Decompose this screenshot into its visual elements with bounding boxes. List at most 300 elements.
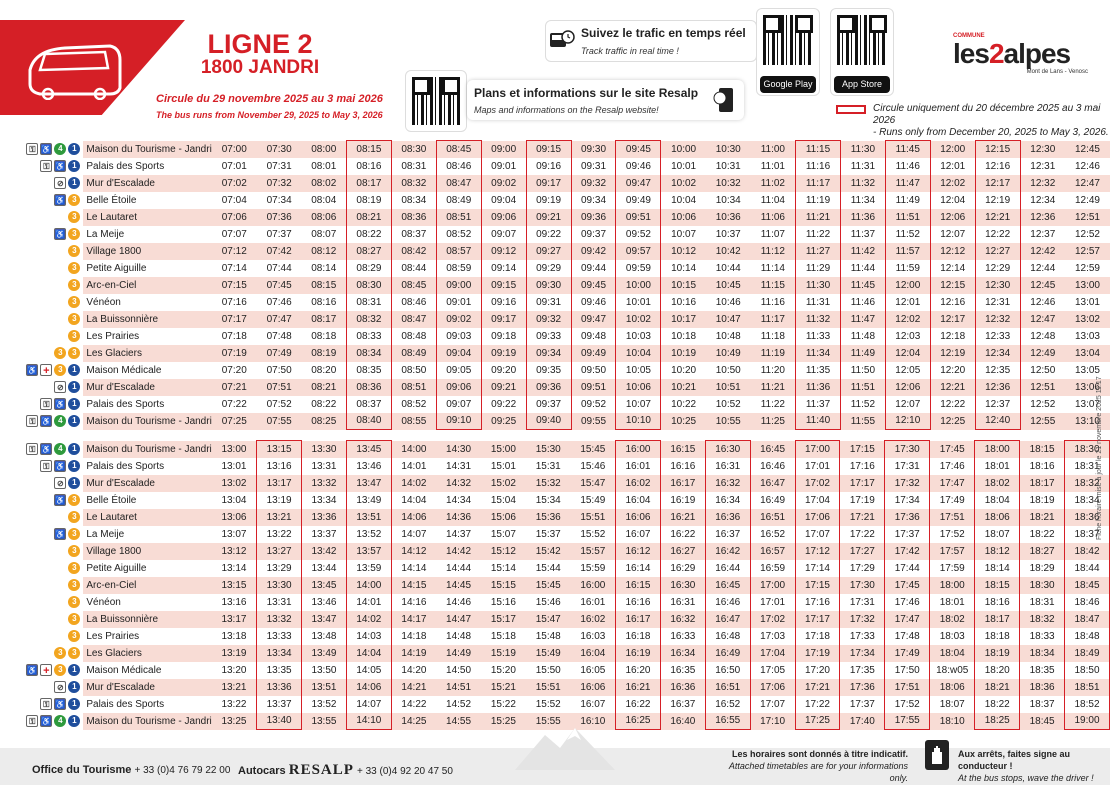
departure-time: 09:36	[526, 379, 571, 396]
departure-time: 07:21	[212, 379, 257, 396]
departure-time: 13:34	[311, 494, 337, 506]
departure-time: 13:16	[257, 458, 302, 475]
departure-time: 16:36	[705, 509, 750, 526]
departure-time: 09:16	[526, 158, 571, 175]
departure-time: 12:52	[1030, 398, 1056, 410]
departure-time: 11:02	[751, 175, 796, 192]
stop-icons	[7, 175, 83, 192]
departure-time: 12:45	[1020, 277, 1065, 294]
departure-time: 18:33	[1029, 630, 1055, 642]
departure-time: 15:19	[481, 645, 526, 662]
departure-time: 14:12	[391, 543, 436, 560]
departure-time: 08:19	[346, 192, 391, 209]
accessible-icon: ♿	[41, 445, 52, 454]
departure-time: 17:32	[885, 475, 930, 492]
departure-time: 18:36	[1020, 679, 1065, 696]
departure-time: 07:06	[212, 209, 257, 226]
departure-time: 18:20	[975, 662, 1020, 679]
departure-time: 12:03	[885, 328, 930, 345]
stop-row	[7, 277, 1110, 294]
departure-time: 15:47	[571, 475, 616, 492]
stop-icons	[7, 294, 83, 311]
stop-icons	[7, 209, 83, 226]
departure-time: 17:07	[795, 526, 840, 543]
shelter-icon: ⚿	[26, 415, 38, 427]
departure-time: 08:04	[311, 194, 337, 206]
autocars-resalp	[238, 762, 453, 779]
departure-time: 11:44	[850, 262, 876, 274]
departure-time: 09:36	[571, 209, 616, 226]
departure-time: 11:51	[840, 379, 885, 396]
accessible-icon: ♿	[41, 417, 52, 426]
departure-time: 13:14	[221, 562, 247, 574]
departure-time: 07:00	[212, 141, 257, 158]
stop-row	[7, 175, 1110, 192]
departure-time: 13:06	[1065, 379, 1110, 396]
stop-row	[7, 509, 1110, 526]
departure-time: 18:18	[975, 628, 1020, 645]
departure-time: 13:21	[212, 679, 257, 696]
departure-time: 17:52	[939, 528, 965, 540]
departure-time: 16:30	[705, 441, 750, 458]
departure-time: 16:17	[660, 475, 705, 492]
departure-time: 07:18	[221, 330, 247, 342]
departure-time: 15:59	[580, 562, 606, 574]
departure-time: 09:49	[616, 192, 661, 209]
departure-time: 08:01	[311, 160, 337, 172]
departure-time: 07:22	[221, 398, 247, 410]
stop-row	[7, 594, 1110, 611]
line-3-icon: 3	[68, 245, 80, 257]
departure-time: 15:07	[490, 528, 516, 540]
stop-icons	[7, 543, 83, 560]
departure-time: 11:51	[885, 209, 930, 226]
departure-time: 13:51	[346, 509, 391, 526]
stop-row	[7, 294, 1110, 311]
departure-time: 16:35	[670, 664, 696, 676]
departure-time: 18:06	[930, 679, 975, 696]
departure-time: 15:06	[481, 509, 526, 526]
stop-icons	[7, 192, 83, 209]
departure-time: 18:w05	[936, 664, 969, 676]
departure-time: 18:07	[939, 698, 965, 710]
departure-time: 13:19	[212, 645, 257, 662]
stop-name: La Meije	[86, 228, 125, 240]
departure-time: 09:51	[616, 209, 661, 226]
departure-time: 13:32	[302, 475, 347, 492]
departure-time: 11:15	[751, 277, 796, 294]
departure-time: 17:59	[939, 562, 965, 574]
stop-icons	[7, 560, 83, 577]
departure-time: 07:19	[212, 345, 257, 362]
departure-time: 17:07	[760, 698, 786, 710]
departure-time: 17:42	[885, 543, 930, 560]
departure-time: 15:57	[571, 543, 616, 560]
departure-time: 15:45	[571, 441, 616, 458]
departure-time: 07:52	[266, 398, 292, 410]
departure-time: 16:32	[705, 475, 750, 492]
app-store-badge[interactable]: App Store	[834, 76, 890, 93]
departure-time: 17:45	[885, 577, 930, 594]
departure-time: 17:22	[849, 528, 875, 540]
departure-time: 17:55	[885, 713, 930, 730]
departure-time: 18:27	[1020, 543, 1065, 560]
departure-time: 09:55	[571, 413, 616, 430]
departure-time: 09:30	[571, 141, 616, 158]
line-3-icon: 3	[68, 562, 80, 574]
departure-time: 08:31	[346, 294, 391, 311]
validity-dates	[156, 93, 383, 120]
departure-time: 18:02	[930, 611, 975, 628]
departure-time: 18:52	[1065, 696, 1110, 713]
logo-les: les	[953, 38, 989, 69]
departure-time: 09:20	[491, 364, 517, 376]
departure-time: 14:31	[446, 460, 472, 472]
line-4-icon: 4	[54, 143, 66, 155]
legend	[836, 103, 1110, 139]
departure-time: 07:42	[257, 243, 302, 260]
stop-icons	[7, 628, 83, 645]
departure-time: 17:16	[849, 460, 875, 472]
departure-time: 14:14	[401, 562, 427, 574]
google-play-badge[interactable]: Google Play	[760, 76, 816, 93]
logo-two: 2	[988, 38, 1004, 69]
departure-time: 11:52	[850, 398, 876, 410]
disclaimer-en: Attached timetables are for your informations only.	[728, 761, 908, 783]
departure-time: 18:22	[975, 696, 1020, 713]
departure-time: 16:27	[660, 543, 705, 560]
departure-time: 10:30	[706, 141, 751, 158]
stop-icons	[7, 379, 83, 396]
departure-time: 11:20	[760, 364, 785, 376]
departure-time: 11:06	[751, 209, 796, 226]
departure-time: 12:10	[885, 413, 930, 430]
departure-time: 16:16	[670, 460, 696, 472]
departure-time: 09:01	[436, 294, 481, 311]
departure-time: 15:14	[490, 562, 516, 574]
departure-time: 16:34	[660, 645, 705, 662]
departure-time: 08:51	[436, 209, 481, 226]
departure-time: 15:50	[535, 664, 561, 676]
stop-icons	[7, 345, 83, 362]
departure-time: 07:44	[266, 262, 292, 274]
departure-time: 13:47	[302, 611, 347, 628]
departure-time: 11:35	[796, 362, 841, 379]
accessible-icon: ♿	[55, 530, 66, 539]
departure-time: 16:22	[616, 696, 661, 713]
departure-time: 11:37	[850, 228, 876, 240]
departure-time: 13:02	[1065, 311, 1110, 328]
departure-time: 12:51	[1020, 379, 1065, 396]
departure-time: 14:06	[346, 679, 391, 696]
departure-time: 18:29	[1029, 562, 1055, 574]
departure-time: 17:06	[795, 509, 840, 526]
qr-resalp[interactable]	[405, 70, 467, 132]
departure-time: 17:16	[795, 594, 840, 611]
departure-time: 11:04	[760, 194, 785, 206]
departure-time: 08:29	[346, 260, 391, 277]
departure-time: 11:47	[885, 175, 930, 192]
resalp-phone: + 33 (0)4 92 20 47 50	[357, 766, 453, 777]
departure-time: 09:10	[436, 413, 481, 430]
departure-time: 09:52	[616, 226, 661, 243]
departure-time: 17:27	[840, 543, 885, 560]
departure-time: 13:15	[212, 577, 257, 594]
departure-time: 08:17	[302, 311, 347, 328]
departure-time: 09:31	[526, 294, 571, 311]
departure-time: 15:51	[571, 509, 616, 526]
departure-time: 13:52	[346, 526, 391, 543]
departure-time: 18:51	[1065, 679, 1110, 696]
office-phone: + 33 (0)4 76 79 22 00	[134, 765, 231, 776]
wave-hand-icon	[925, 740, 949, 770]
departure-time: 18:34	[1065, 492, 1110, 509]
departure-time: 13:25	[212, 713, 257, 730]
departure-time: 13:07	[221, 528, 247, 540]
departure-time: 12:21	[975, 209, 1020, 226]
stop-name: Mur d'Escalade	[83, 475, 211, 492]
departure-time: 12:18	[940, 330, 966, 342]
shelter-icon: ⚿	[26, 143, 38, 155]
departure-time: 17:22	[795, 696, 840, 713]
logo-name	[953, 39, 1088, 69]
departure-time: 09:03	[436, 328, 481, 345]
line-1-icon: 1	[68, 698, 80, 710]
departure-time: 16:30	[660, 577, 705, 594]
stop-name: Maison Médicale	[86, 364, 162, 376]
departure-time: 15:42	[526, 543, 571, 560]
departure-time: 18:01	[975, 458, 1020, 475]
departure-time: 16:46	[705, 594, 750, 611]
departure-time: 10:16	[671, 296, 697, 308]
departure-time: 09:07	[491, 228, 517, 240]
departure-time: 07:14	[221, 262, 247, 274]
departure-time: 16:00	[571, 577, 616, 594]
departure-time: 18:04	[975, 492, 1020, 509]
departure-time: 16:50	[705, 662, 750, 679]
line-1-icon: 1	[68, 143, 80, 155]
departure-time: 07:15	[212, 277, 257, 294]
departure-time: 09:33	[526, 328, 571, 345]
departure-time: 08:34	[401, 194, 427, 206]
departure-time: 07:16	[221, 296, 247, 308]
departure-time: 13:34	[257, 645, 302, 662]
departure-time: 09:37	[526, 396, 571, 413]
departure-time: 17:20	[795, 662, 840, 679]
stop-row	[7, 611, 1110, 628]
departure-time: 09:34	[581, 194, 607, 206]
departure-time: 17:46	[939, 460, 965, 472]
departure-time: 09:15	[481, 277, 526, 294]
departure-time: 07:48	[266, 330, 292, 342]
departure-time: 11:21	[796, 209, 841, 226]
departure-time: 14:30	[436, 441, 481, 458]
departure-time: 11:22	[796, 226, 841, 243]
departure-time: 16:51	[705, 679, 750, 696]
stop-icons	[7, 696, 83, 713]
departure-time: 17:36	[840, 679, 885, 696]
stop-icons	[7, 441, 83, 458]
mountain-illustration	[515, 720, 615, 770]
departure-time: 09:25	[481, 413, 526, 430]
departure-time: 18:32	[1020, 611, 1065, 628]
departure-time: 16:22	[670, 528, 696, 540]
departure-time: 16:45	[750, 441, 795, 458]
accessible-icon: ♿	[27, 666, 38, 675]
departure-time: 15:30	[526, 441, 571, 458]
departure-time: 16:20	[616, 662, 661, 679]
departure-time: 16:52	[705, 696, 750, 713]
bus-icon	[20, 40, 130, 100]
departure-time: 17:03	[760, 630, 786, 642]
departure-time: 18:45	[1065, 577, 1110, 594]
departure-time: 10:07	[616, 396, 661, 413]
stop-row	[7, 645, 1110, 662]
departure-time: 08:25	[302, 413, 347, 430]
departure-time: 08:02	[302, 175, 347, 192]
departure-time: 18:25	[975, 713, 1020, 730]
legend-en: - Runs only from December 20, 2025 to May 3, 2026.	[873, 127, 1109, 138]
departure-time: 18:31	[1029, 596, 1055, 608]
departure-time: 17:19	[849, 494, 875, 506]
departure-time: 17:47	[885, 611, 930, 628]
header	[0, 0, 1110, 138]
stop-icons	[7, 475, 83, 492]
departure-time: 16:59	[760, 562, 786, 574]
departure-time: 10:04	[671, 194, 697, 206]
departure-time: 18:16	[1029, 460, 1055, 472]
departure-time: 08:44	[401, 262, 427, 274]
departure-time: 16:10	[571, 713, 616, 730]
departure-time: 08:55	[391, 413, 436, 430]
departure-time: 15:32	[526, 475, 571, 492]
departure-time: 16:37	[705, 526, 750, 543]
departure-time: 15:45	[526, 577, 571, 594]
departure-time: 13:48	[311, 630, 337, 642]
departure-time: 14:50	[446, 664, 472, 676]
departure-time: 12:31	[1030, 160, 1056, 172]
departure-time: 17:44	[885, 560, 930, 577]
departure-time: 18:47	[1065, 611, 1110, 628]
departure-time: 16:32	[660, 611, 705, 628]
medical-cross-icon: +	[40, 364, 52, 376]
departure-time: 08:07	[311, 228, 337, 240]
departure-time: 17:52	[885, 696, 930, 713]
departure-time: 10:25	[661, 413, 706, 430]
departure-time: 11:45	[840, 277, 885, 294]
departure-time: 10:47	[706, 311, 751, 328]
line-3-icon: 3	[68, 347, 80, 359]
departure-time: 09:47	[571, 311, 616, 328]
departure-time: 10:19	[661, 345, 706, 362]
departure-time: 11:07	[760, 228, 785, 240]
departure-time: 16:07	[616, 526, 661, 543]
departure-time: 13:16	[221, 596, 247, 608]
stop-name: Les Glaciers	[83, 645, 211, 662]
departure-time: 16:15	[616, 577, 661, 594]
plans-box[interactable]	[467, 80, 744, 120]
departure-time: 16:04	[616, 492, 661, 509]
departure-time: 11:46	[885, 158, 930, 175]
departure-time: 15:55	[526, 713, 571, 730]
departure-time: 18:06	[975, 509, 1020, 526]
departure-time: 16:45	[705, 577, 750, 594]
departure-time: 12:20	[940, 364, 966, 376]
departure-time: 13:42	[302, 543, 347, 560]
departure-time: 10:04	[616, 345, 661, 362]
departure-time: 07:34	[266, 194, 292, 206]
departure-time: 13:06	[212, 509, 257, 526]
departure-time: 18:22	[1029, 528, 1055, 540]
departure-time: 08:17	[346, 175, 391, 192]
departure-time: 10:55	[706, 413, 751, 430]
departure-time: 12:22	[940, 398, 966, 410]
departure-time: 12:17	[975, 175, 1020, 192]
departure-time: 08:06	[302, 209, 347, 226]
departure-time: 08:32	[391, 175, 436, 192]
stop-name: Le Lautaret	[83, 209, 211, 226]
departure-time: 14:05	[346, 662, 391, 679]
departure-time: 13:31	[257, 594, 302, 611]
stop-name: Vénéon	[86, 596, 121, 608]
departure-time: 12:01	[940, 160, 966, 172]
departure-time: 18:07	[975, 526, 1020, 543]
departure-time: 19:00	[1065, 713, 1110, 730]
departure-time: 14:48	[446, 630, 472, 642]
departure-time: 12:34	[1030, 194, 1056, 206]
departure-time: 12:00	[930, 141, 975, 158]
departure-time: 18:31	[1065, 458, 1110, 475]
departure-time: 12:21	[930, 379, 975, 396]
departure-time: 12:06	[885, 379, 930, 396]
departure-time: 12:48	[1030, 330, 1056, 342]
departure-time: 16:44	[705, 560, 750, 577]
accessible-icon: ♿	[55, 700, 66, 709]
departure-time: 14:32	[436, 475, 481, 492]
departure-time: 13:19	[257, 492, 302, 509]
stop-icons	[7, 526, 83, 543]
stop-name: Village 1800	[83, 243, 211, 260]
traffic-box[interactable]	[545, 20, 757, 62]
stop-name: Belle Étoile	[86, 194, 137, 206]
departure-time: 11:30	[796, 277, 841, 294]
departure-time: 14:21	[391, 679, 436, 696]
departure-time: 17:12	[795, 543, 840, 560]
departure-time: 14:04	[346, 645, 391, 662]
logo-commune: COMMUNE	[953, 33, 985, 39]
line-1-icon: 1	[68, 715, 80, 727]
departure-time: 15:46	[535, 596, 561, 608]
departure-time: 16:52	[760, 528, 786, 540]
stop-row	[7, 243, 1110, 260]
stop-name: Mur d'Escalade	[83, 175, 211, 192]
departure-time: 12:04	[940, 194, 966, 206]
departure-time: 18:10	[930, 713, 975, 730]
departure-time: 09:00	[436, 277, 481, 294]
departure-time: 14:25	[391, 713, 436, 730]
departure-time: 09:06	[481, 209, 526, 226]
departure-time: 13:44	[311, 562, 337, 574]
departure-time: 13:32	[257, 611, 302, 628]
departure-time: 13:46	[346, 458, 391, 475]
departure-time: 11:17	[796, 175, 841, 192]
departure-time: 16:37	[670, 698, 696, 710]
departure-time: 16:06	[571, 679, 616, 696]
departure-time: 13:49	[346, 492, 391, 509]
departure-time: 07:17	[212, 311, 257, 328]
departure-time: 18:04	[930, 645, 975, 662]
line-4-icon: 4	[54, 715, 66, 727]
